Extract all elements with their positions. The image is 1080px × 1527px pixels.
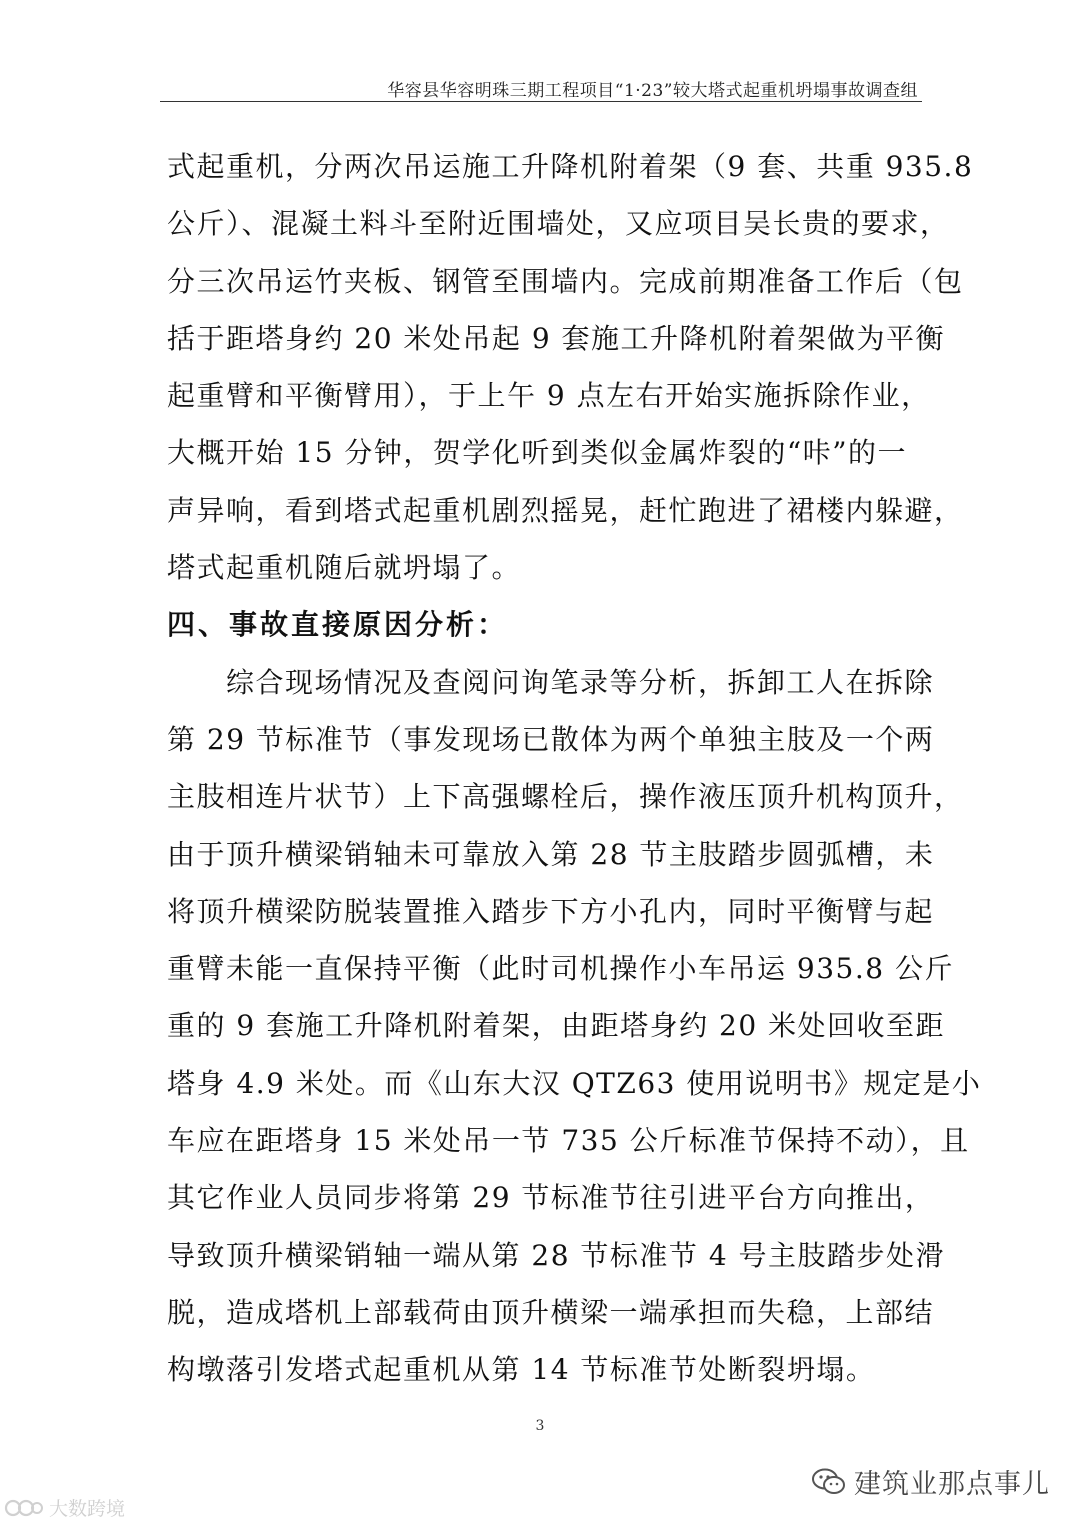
body-line: 塔式起重机随后就坍塌了。 (167, 551, 522, 585)
wechat-icon (812, 1468, 846, 1496)
paragraph-line: 重臂未能一直保持平衡（此时司机操作小车吊运 935.8 公斤 (167, 952, 954, 986)
paragraph-line: 重的 9 套施工升降机附着架，由距塔身约 20 米处回收至距 (167, 1009, 946, 1043)
body-line: 分三次吊运竹夹板、钢管至围墙内。完成前期准备工作后（包 (167, 264, 964, 298)
body-line: 起重臂和平衡臂用），于上午 9 点左右开始实施拆除作业， (167, 379, 931, 413)
body-line: 式起重机，分两次吊运施工升降机附着架（9 套、共重 935.8 (167, 150, 974, 183)
paragraph-line: 车应在距塔身 15 米处吊一节 735 公斤标准节保持不动），且 (167, 1124, 970, 1158)
paragraph-line: 综合现场情况及查阅问询笔录等分析，拆卸工人在拆除 (167, 665, 935, 699)
paragraph-line: 其它作业人员同步将第 29 节标准节往引进平台方向推出， (167, 1181, 935, 1215)
paragraph-line: 塔身 4.9 米处。而《山东大汉 QTZ63 使用说明书》规定是小 (167, 1066, 982, 1100)
page-number: 3 (535, 1418, 545, 1434)
wechat-watermark (812, 1462, 1050, 1501)
header-title: 华容县华容明珠三期工程项目“1·23”较大塔式起重机坍塌事故调查组 (387, 81, 918, 101)
paragraph-line: 构墩落引发塔式起重机从第 14 节标准节处断裂坍塌。 (167, 1353, 876, 1387)
body-line: 大概开始 15 分钟，贺学化听到类似金属炸裂的“咔”的一 (167, 436, 908, 470)
dashu-logo-icon (4, 1497, 44, 1519)
body-line: 括于距塔身约 20 米处吊起 9 套施工升降机附着架做为平衡 (167, 321, 946, 355)
corner-watermark (4, 1494, 125, 1521)
wechat-account-name: 建筑业那点事儿 (854, 1469, 1050, 1500)
paragraph-line: 主肢相连片状节）上下高强螺栓后，操作液压顶升机构顶升， (167, 780, 964, 814)
paragraph-line: 将顶升横梁防脱装置推入踏步下方小孔内，同时平衡臂与起 (167, 894, 935, 928)
paragraph-line: 第 29 节标准节（事发现场已散体为两个单独主肢及一个两 (167, 722, 935, 756)
corner-watermark-text: 大数跨境 (49, 1498, 126, 1520)
header-rule (160, 101, 922, 102)
paragraph-line: 脱，造成塔机上部载荷由顶升横梁一端承担而失稳，上部结 (167, 1295, 935, 1329)
body-text (167, 138, 982, 1399)
body-line: 公斤）、混凝土料斗至附近围墙处，又应项目吴长贵的要求， (167, 207, 950, 241)
section-heading: 四、事故直接原因分析： (167, 608, 509, 642)
paragraph-line: 导致顶升横梁销轴一端从第 28 节标准节 4 号主肢踏步处滑 (167, 1238, 946, 1272)
body-line: 声异响，看到塔式起重机剧烈摇晃，赶忙跑进了裙楼内躲避， (167, 493, 964, 527)
paragraph-line: 由于顶升横梁销轴未可靠放入第 28 节主肢踏步圆弧槽，未 (167, 837, 935, 871)
